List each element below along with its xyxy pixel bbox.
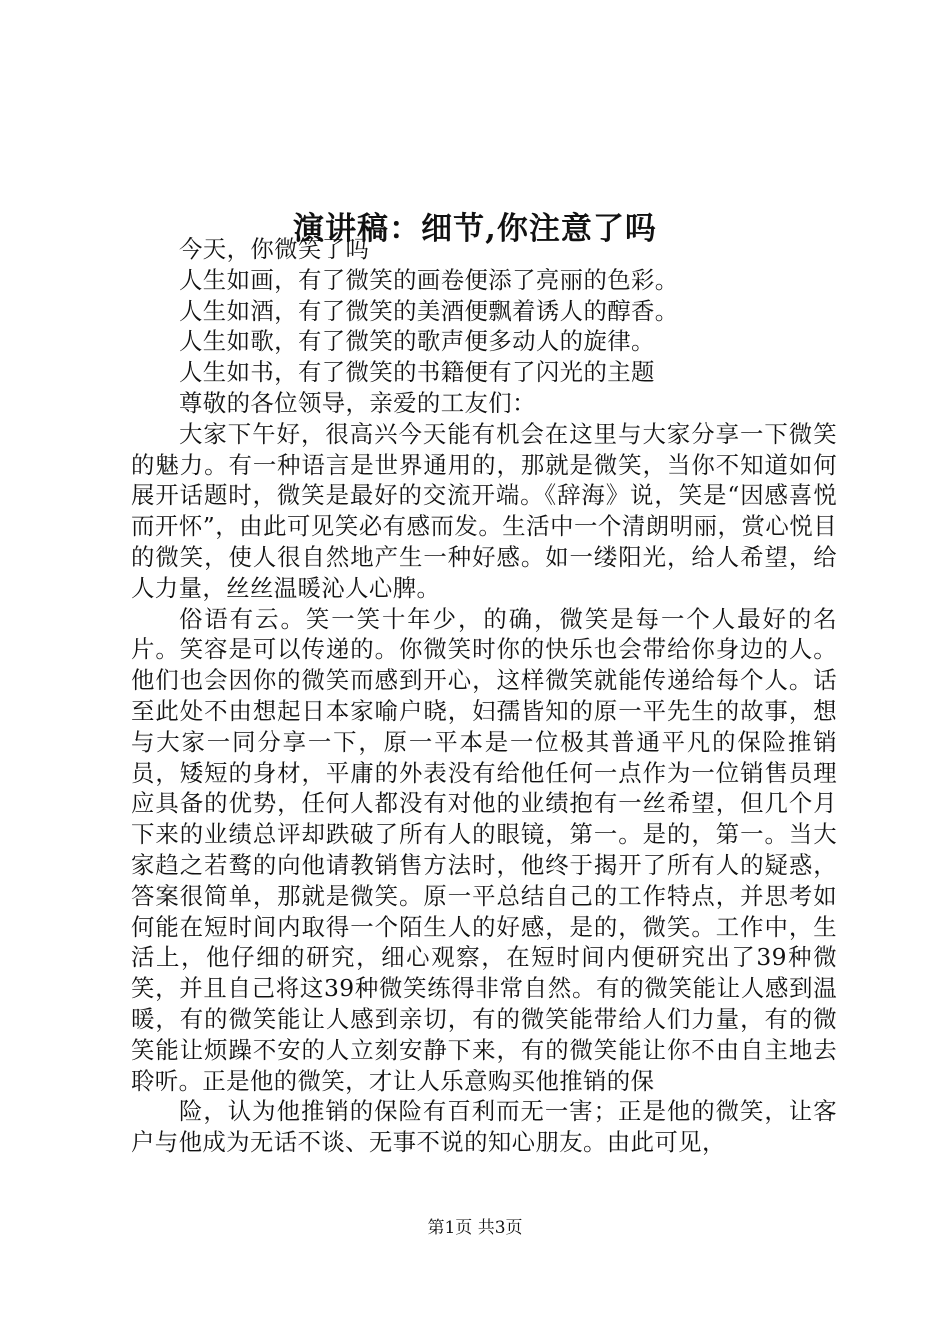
body-paragraph: 尊敬的各位领导，亲爱的工友们： [179,388,536,417]
document-title: 演讲稿：细节,你注意了吗 [293,210,657,247]
body-paragraph: 人生如画，有了微笑的画卷便添了亮丽的色彩。 [179,265,679,294]
document-body [131,234,837,1158]
body-paragraph: 人生如酒，有了微笑的美酒便飘着诱人的醇香。 [179,296,679,325]
body-paragraph: 险，认为他推销的保险有百利而无一害；正是他的微笑，让客户与他成为无话不谈、无事不说的知心朋友。由此可见， [131,1097,837,1157]
body-paragraph: 人生如书，有了微笑的书籍便有了闪光的主题 [179,358,655,387]
body-paragraph: 人生如歌，有了微笑的歌声便多动人的旋律。 [179,327,655,356]
body-paragraph: 大家下午好，很高兴今天能有机会在这里与大家分享一下微笑的魅力。有一种语言是世界通用的，那就是微笑，当你不知道如何展开话题时，微笑是最好的交流开端。《辞海》说，笑是“因感喜悦而开怀”，由此可见笑必有感而发。生活中一个清朗明丽，赏心悦目的微笑，使人很自然地产生一种好感。如一缕阳光，给人希望，给人力量，丝丝温暖沁人心脾。 [131,419,837,602]
body-paragraph: 今天，你微笑了吗 [179,235,370,263]
page-footer: 第1页 共3页 [427,1218,523,1238]
body-paragraph: 俗语有云。笑一笑十年少，的确，微笑是每一个人最好的名片。笑容是可以传递的。你微笑时你的快乐也会带给你身边的人。他们也会因你的微笑而感到开心，这样微笑就能传递给每个人。话至此处不由想起日本家喻户晓，妇孺皆知的原一平先生的故事，想与大家一同分享一下，原一平本是一位极其普通平凡的保险推销员，矮短的身材，平庸的外表没有给他任何一点作为一位销售员理应具备的优势，任何人都没有对他的业绩抱有一丝希望，但几个月下来的业绩总评却跌破了所有人的眼镜，第一。是的，第一。当大家趋之若鹜的向他请教销售方法时，他终于揭开了所有人的疑惑，答案很简单，那就是微笑。原一平总结自己的工作特点，并思考如何能在短时间内取得一个陌生人的好感，是的，微笑。工作中，生活上，他仔细的研究，细心观察，在短时间内便研究出了39种微笑，并且自己将这39种微笑练得非常自然。有的微笑能让人感到温暖，有的微笑能让人感到亲切，有的微笑能带给人们力量，有的微笑能让烦躁不安的人立刻安静下来，有的微笑能让你不由自主地去聆听。正是他的微笑，才让人乐意购买他推销的保 [131,604,837,1095]
